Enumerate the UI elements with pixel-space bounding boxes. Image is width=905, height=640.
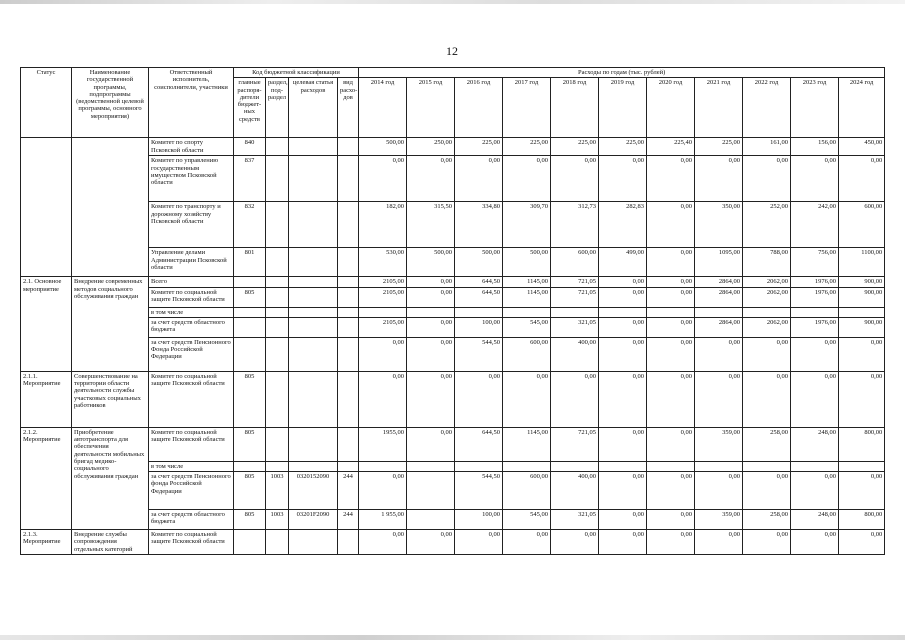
responsible-cell: Комитет по социальной защите Псковской области <box>149 371 234 427</box>
value-cell <box>407 510 455 530</box>
value-cell: 0,00 <box>839 337 885 371</box>
value-cell: 545,00 <box>503 317 551 337</box>
responsible-cell: Комитет по транспорту и дорожному хозяйству Псковской области <box>149 202 234 248</box>
value-cell: 0,00 <box>599 530 647 555</box>
grbs-cell <box>234 307 266 317</box>
rz-cell <box>266 307 289 317</box>
value-cell: 721,05 <box>551 277 599 287</box>
value-cell <box>647 307 695 317</box>
value-cell: 0,00 <box>503 156 551 202</box>
value-cell: 2864,00 <box>695 287 743 307</box>
rz-cell <box>266 287 289 307</box>
value-cell: 0,00 <box>647 317 695 337</box>
value-cell: 0,00 <box>839 472 885 510</box>
status-cell: 2.1.3. Мероприятие <box>21 530 72 555</box>
name-cell: Внедрение службы сопровождения отдельных категорий <box>72 530 149 555</box>
header-year: 2024 год <box>839 78 885 138</box>
csr-cell <box>289 307 338 317</box>
table-row <box>21 287 885 307</box>
value-cell: 225,00 <box>695 138 743 156</box>
responsible-cell: Комитет по социальной защите Псковской области <box>149 427 234 461</box>
vr-cell <box>338 317 359 337</box>
value-cell: 0,00 <box>647 202 695 248</box>
grbs-cell: 832 <box>234 202 266 248</box>
table-row <box>21 427 885 461</box>
value-cell <box>743 307 791 317</box>
value-cell: 499,00 <box>599 248 647 277</box>
rz-cell <box>266 277 289 287</box>
value-cell <box>407 472 455 510</box>
vr-cell <box>338 156 359 202</box>
value-cell: 2864,00 <box>695 317 743 337</box>
value-cell: 282,83 <box>599 202 647 248</box>
value-cell: 0,00 <box>743 472 791 510</box>
value-cell: 1145,00 <box>503 277 551 287</box>
value-cell <box>839 461 885 471</box>
value-cell: 0,00 <box>599 317 647 337</box>
value-cell <box>455 461 503 471</box>
value-cell: 0,00 <box>647 248 695 277</box>
value-cell <box>695 307 743 317</box>
value-cell: 252,00 <box>743 202 791 248</box>
value-cell: 545,00 <box>503 510 551 530</box>
vr-cell <box>338 427 359 461</box>
header-grbs: главные распоря- дители бюджет- ных средств <box>234 78 266 138</box>
value-cell: 1955,00 <box>359 427 407 461</box>
value-cell: 1100,00 <box>839 248 885 277</box>
value-cell: 0,00 <box>695 337 743 371</box>
table-header <box>21 68 885 138</box>
responsible-cell: в том числе <box>149 307 234 317</box>
header-year: 2015 год <box>407 78 455 138</box>
value-cell: 321,05 <box>551 510 599 530</box>
status-cell: 2.1. Основное мероприятие <box>21 277 72 372</box>
value-cell: 321,05 <box>551 317 599 337</box>
value-cell: 359,00 <box>695 427 743 461</box>
value-cell: 0,00 <box>503 371 551 427</box>
value-cell <box>359 307 407 317</box>
value-cell: 400,00 <box>551 337 599 371</box>
value-cell: 721,05 <box>551 427 599 461</box>
value-cell: 0,00 <box>695 371 743 427</box>
responsible-cell: за счет средств областного бюджета <box>149 510 234 530</box>
value-cell: 2105,00 <box>359 277 407 287</box>
value-cell: 1976,00 <box>791 317 839 337</box>
value-cell: 2105,00 <box>359 317 407 337</box>
header-year: 2018 год <box>551 78 599 138</box>
csr-cell <box>289 317 338 337</box>
value-cell: 225,00 <box>455 138 503 156</box>
value-cell: 0,00 <box>551 371 599 427</box>
grbs-cell <box>234 277 266 287</box>
value-cell <box>551 461 599 471</box>
rz-cell <box>266 138 289 156</box>
value-cell: 1976,00 <box>791 287 839 307</box>
value-cell: 359,00 <box>695 510 743 530</box>
value-cell: 0,00 <box>455 156 503 202</box>
csr-cell <box>289 138 338 156</box>
value-cell: 2864,00 <box>695 277 743 287</box>
value-cell: 544,50 <box>455 472 503 510</box>
name-cell: Совершенствование на территории области деятельности службы участковых социальных работников <box>72 371 149 427</box>
value-cell: 161,00 <box>743 138 791 156</box>
value-cell: 0,00 <box>407 287 455 307</box>
value-cell: 225,40 <box>647 138 695 156</box>
value-cell: 0,00 <box>359 337 407 371</box>
value-cell: 0,00 <box>743 337 791 371</box>
vr-cell <box>338 277 359 287</box>
table-row <box>21 530 885 555</box>
value-cell: 350,00 <box>695 202 743 248</box>
grbs-cell: 840 <box>234 138 266 156</box>
value-cell: 0,00 <box>407 156 455 202</box>
value-cell: 900,00 <box>839 277 885 287</box>
csr-cell <box>289 461 338 471</box>
responsible-cell: Комитет по управлению государственным имуществом Псковской области <box>149 156 234 202</box>
value-cell: 1095,00 <box>695 248 743 277</box>
page-number: 12 <box>446 44 458 58</box>
value-cell: 0,00 <box>647 371 695 427</box>
table-row <box>21 138 885 156</box>
csr-cell: 0320152090 <box>289 472 338 510</box>
value-cell: 0,00 <box>359 472 407 510</box>
rz-cell <box>266 248 289 277</box>
value-cell: 0,00 <box>455 371 503 427</box>
table-body <box>21 138 885 555</box>
responsible-cell: за счет средств Пенсионного фонда Российской Федерации <box>149 472 234 510</box>
name-cell <box>72 138 149 277</box>
responsible-cell: за счет средств областного бюджета <box>149 317 234 337</box>
value-cell: 248,00 <box>791 510 839 530</box>
csr-cell <box>289 371 338 427</box>
table-row <box>21 307 885 317</box>
value-cell: 0,00 <box>839 371 885 427</box>
value-cell: 721,05 <box>551 287 599 307</box>
vr-cell <box>338 138 359 156</box>
value-cell: 0,00 <box>647 287 695 307</box>
grbs-cell: 805 <box>234 472 266 510</box>
responsible-cell: за счет средств Пенсионного Фонда Российской Федерации <box>149 337 234 371</box>
status-cell: 2.1.1. Мероприятие <box>21 371 72 427</box>
value-cell: 0,00 <box>791 530 839 555</box>
header-year: 2019 год <box>599 78 647 138</box>
name-cell: Внедрение современных методов социального обслуживания граждан <box>72 277 149 372</box>
value-cell: 156,00 <box>791 138 839 156</box>
value-cell: 0,00 <box>599 287 647 307</box>
value-cell: 0,00 <box>695 530 743 555</box>
value-cell <box>695 461 743 471</box>
grbs-cell: 805 <box>234 371 266 427</box>
value-cell: 0,00 <box>791 472 839 510</box>
rz-cell <box>266 371 289 427</box>
value-cell: 0,00 <box>599 472 647 510</box>
value-cell: 756,00 <box>791 248 839 277</box>
header-responsible: Ответственный исполнитель, соисполнители, участники <box>149 68 234 138</box>
value-cell: 248,00 <box>791 427 839 461</box>
value-cell: 600,00 <box>839 202 885 248</box>
value-cell: 1145,00 <box>503 427 551 461</box>
value-cell: 0,00 <box>647 510 695 530</box>
value-cell: 530,00 <box>359 248 407 277</box>
header-year: 2022 год <box>743 78 791 138</box>
value-cell: 250,00 <box>407 138 455 156</box>
value-cell: 0,00 <box>839 530 885 555</box>
value-cell: 0,00 <box>647 277 695 287</box>
value-cell: 544,50 <box>455 337 503 371</box>
rz-cell <box>266 427 289 461</box>
table-row <box>21 371 885 427</box>
value-cell: 0,00 <box>359 530 407 555</box>
vr-cell <box>338 287 359 307</box>
value-cell: 258,00 <box>743 510 791 530</box>
value-cell: 0,00 <box>599 510 647 530</box>
grbs-cell <box>234 317 266 337</box>
value-cell: 309,70 <box>503 202 551 248</box>
value-cell: 0,00 <box>407 371 455 427</box>
value-cell: 0,00 <box>407 277 455 287</box>
header-year: 2021 год <box>695 78 743 138</box>
value-cell: 0,00 <box>839 156 885 202</box>
value-cell: 1145,00 <box>503 287 551 307</box>
value-cell <box>359 461 407 471</box>
value-cell: 0,00 <box>647 427 695 461</box>
responsible-cell: Комитет по социальной защите Псковской области <box>149 530 234 555</box>
csr-cell <box>289 530 338 555</box>
value-cell <box>791 307 839 317</box>
value-cell: 0,00 <box>647 472 695 510</box>
header-year: 2023 год <box>791 78 839 138</box>
grbs-cell: 805 <box>234 427 266 461</box>
csr-cell <box>289 277 338 287</box>
header-year: 2014 год <box>359 78 407 138</box>
csr-cell <box>289 427 338 461</box>
value-cell: 242,00 <box>791 202 839 248</box>
value-cell: 0,00 <box>407 337 455 371</box>
header-budget-code: Код бюджетной классификации <box>234 68 359 78</box>
value-cell: 2062,00 <box>743 317 791 337</box>
grbs-cell: 805 <box>234 510 266 530</box>
value-cell: 900,00 <box>839 287 885 307</box>
value-cell <box>503 461 551 471</box>
table-row <box>21 337 885 371</box>
value-cell: 0,00 <box>407 530 455 555</box>
value-cell <box>791 461 839 471</box>
value-cell: 644,50 <box>455 277 503 287</box>
table-row <box>21 277 885 287</box>
value-cell: 0,00 <box>407 317 455 337</box>
value-cell: 0,00 <box>455 530 503 555</box>
responsible-cell: Управление делами Администрации Псковской области <box>149 248 234 277</box>
table-row <box>21 156 885 202</box>
rz-cell <box>266 530 289 555</box>
value-cell: 500,00 <box>455 248 503 277</box>
table-row <box>21 248 885 277</box>
table-row <box>21 510 885 530</box>
value-cell <box>455 307 503 317</box>
value-cell: 225,00 <box>551 138 599 156</box>
grbs-cell <box>234 337 266 371</box>
value-cell: 0,00 <box>791 156 839 202</box>
value-cell: 258,00 <box>743 427 791 461</box>
header-status: Статус <box>21 68 72 138</box>
vr-cell <box>338 307 359 317</box>
value-cell: 0,00 <box>743 156 791 202</box>
value-cell <box>647 461 695 471</box>
value-cell: 800,00 <box>839 510 885 530</box>
value-cell: 0,00 <box>503 530 551 555</box>
value-cell: 400,00 <box>551 472 599 510</box>
value-cell: 600,00 <box>551 248 599 277</box>
value-cell: 0,00 <box>791 371 839 427</box>
table-row <box>21 317 885 337</box>
grbs-cell <box>234 530 266 555</box>
header-vr: вид расхо- дов <box>338 78 359 138</box>
responsible-cell: Всего <box>149 277 234 287</box>
vr-cell: 244 <box>338 510 359 530</box>
header-year: 2020 год <box>647 78 695 138</box>
header-csr: целевая статья расходов <box>289 78 338 138</box>
value-cell: 0,00 <box>647 156 695 202</box>
value-cell: 0,00 <box>359 156 407 202</box>
value-cell: 900,00 <box>839 317 885 337</box>
header-expenses: Расходы по годам (тыс. рублей) <box>359 68 885 78</box>
rz-cell <box>266 461 289 471</box>
table-row <box>21 202 885 248</box>
value-cell: 312,73 <box>551 202 599 248</box>
value-cell <box>407 461 455 471</box>
value-cell: 0,00 <box>551 530 599 555</box>
value-cell <box>551 307 599 317</box>
vr-cell <box>338 248 359 277</box>
vr-cell <box>338 337 359 371</box>
value-cell: 0,00 <box>647 530 695 555</box>
responsible-cell: Комитет по спорту Псковской области <box>149 138 234 156</box>
vr-cell <box>338 371 359 427</box>
value-cell: 500,00 <box>407 248 455 277</box>
value-cell: 0,00 <box>407 427 455 461</box>
vr-cell: 244 <box>338 472 359 510</box>
value-cell: 0,00 <box>359 371 407 427</box>
value-cell: 500,00 <box>359 138 407 156</box>
grbs-cell: 837 <box>234 156 266 202</box>
value-cell: 0,00 <box>551 156 599 202</box>
value-cell: 0,00 <box>599 427 647 461</box>
value-cell: 450,00 <box>839 138 885 156</box>
rz-cell <box>266 337 289 371</box>
value-cell: 0,00 <box>647 337 695 371</box>
rz-cell <box>266 202 289 248</box>
table-row <box>21 461 885 471</box>
grbs-cell: 805 <box>234 287 266 307</box>
value-cell <box>743 461 791 471</box>
rz-cell <box>266 156 289 202</box>
value-cell: 334,80 <box>455 202 503 248</box>
value-cell: 0,00 <box>599 337 647 371</box>
value-cell: 225,00 <box>503 138 551 156</box>
value-cell: 315,50 <box>407 202 455 248</box>
csr-cell <box>289 337 338 371</box>
value-cell: 0,00 <box>599 277 647 287</box>
value-cell <box>839 307 885 317</box>
scan-edge-bottom <box>0 635 905 640</box>
vr-cell <box>338 530 359 555</box>
csr-cell <box>289 156 338 202</box>
rz-cell: 1003 <box>266 472 289 510</box>
rz-cell <box>266 317 289 337</box>
value-cell: 1976,00 <box>791 277 839 287</box>
value-cell <box>407 307 455 317</box>
header-year: 2016 год <box>455 78 503 138</box>
table-row <box>21 472 885 510</box>
csr-cell <box>289 248 338 277</box>
value-cell: 788,00 <box>743 248 791 277</box>
header-rz: раздел, под- раздел <box>266 78 289 138</box>
value-cell <box>503 307 551 317</box>
value-cell: 100,00 <box>455 510 503 530</box>
value-cell: 0,00 <box>791 337 839 371</box>
value-cell: 100,00 <box>455 317 503 337</box>
status-cell: 2.1.2. Мероприятие <box>21 427 72 529</box>
rz-cell: 1003 <box>266 510 289 530</box>
grbs-cell: 801 <box>234 248 266 277</box>
value-cell <box>599 307 647 317</box>
value-cell: 800,00 <box>839 427 885 461</box>
value-cell <box>599 461 647 471</box>
value-cell: 644,50 <box>455 427 503 461</box>
value-cell: 600,00 <box>503 472 551 510</box>
value-cell: 0,00 <box>599 156 647 202</box>
value-cell: 0,00 <box>743 530 791 555</box>
value-cell: 225,00 <box>599 138 647 156</box>
value-cell: 182,00 <box>359 202 407 248</box>
status-cell <box>21 138 72 277</box>
name-cell: Приобретение автотранспорта для обеспечения деятельности мобильных бригад медико-социального обслуживания граждан <box>72 427 149 529</box>
grbs-cell <box>234 461 266 471</box>
value-cell: 644,50 <box>455 287 503 307</box>
responsible-cell: в том числе <box>149 461 234 471</box>
header-name: Наименование государственной программы, подпрограммы (ведомственной целевой программы, основного мероприятия) <box>72 68 149 138</box>
csr-cell <box>289 287 338 307</box>
value-cell: 500,00 <box>503 248 551 277</box>
csr-cell <box>289 202 338 248</box>
scan-edge-top <box>0 0 905 4</box>
vr-cell <box>338 461 359 471</box>
value-cell: 0,00 <box>743 371 791 427</box>
budget-table <box>20 67 885 555</box>
value-cell: 0,00 <box>695 472 743 510</box>
value-cell: 2105,00 <box>359 287 407 307</box>
value-cell: 2062,00 <box>743 287 791 307</box>
responsible-cell: Комитет по социальной защите Псковской области <box>149 287 234 307</box>
vr-cell <box>338 202 359 248</box>
header-year: 2017 год <box>503 78 551 138</box>
value-cell: 0,00 <box>599 371 647 427</box>
csr-cell: 03201F2090 <box>289 510 338 530</box>
value-cell: 1 955,00 <box>359 510 407 530</box>
value-cell: 600,00 <box>503 337 551 371</box>
value-cell: 0,00 <box>695 156 743 202</box>
value-cell: 2062,00 <box>743 277 791 287</box>
